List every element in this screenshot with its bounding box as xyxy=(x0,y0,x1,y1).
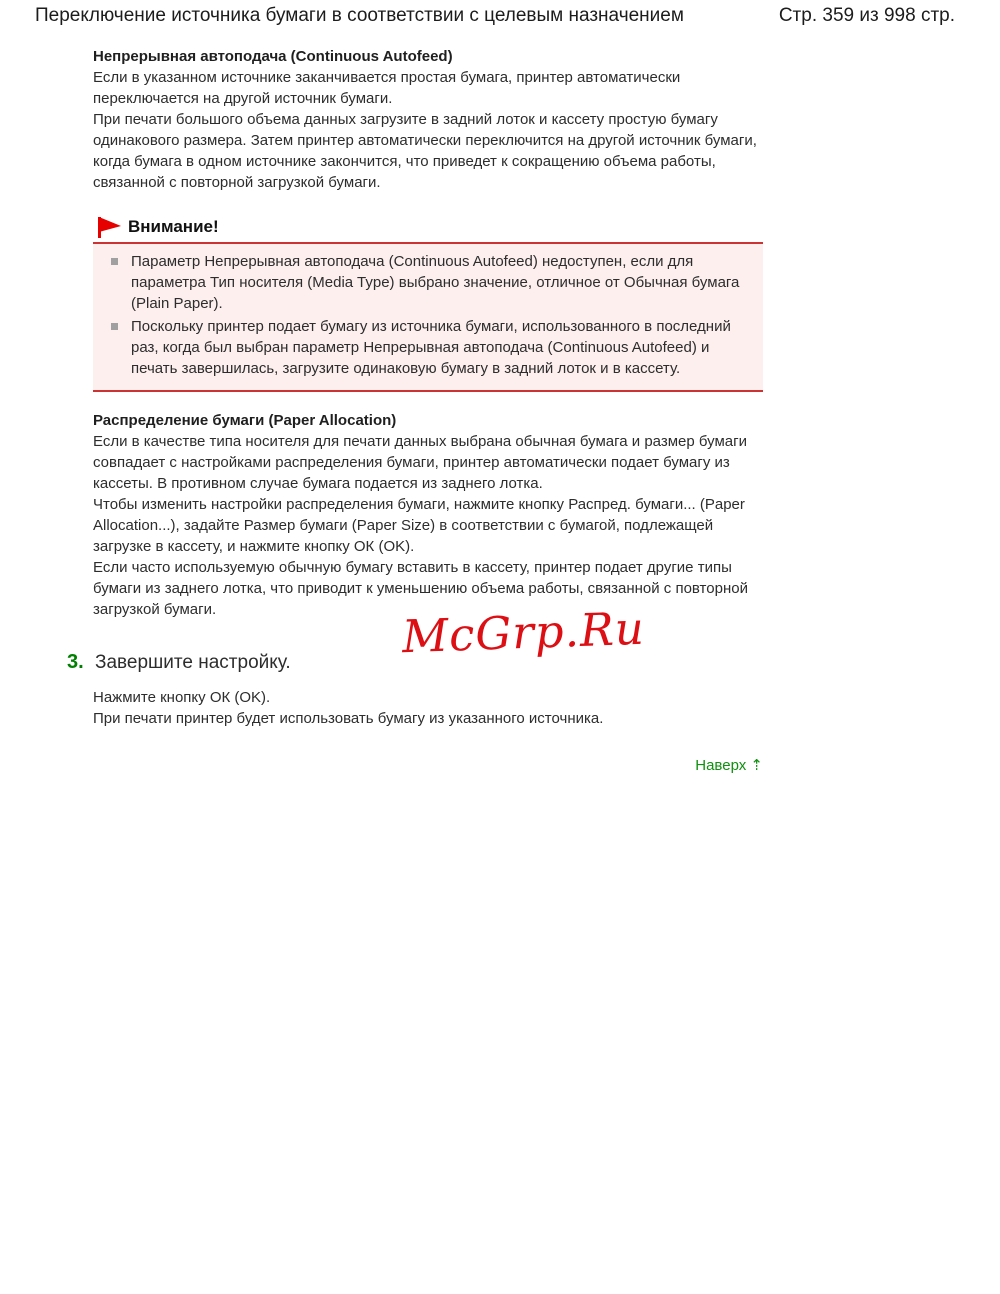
allocation-paragraph-3: Если часто используемую обычную бумагу вставить в кассету, принтер подает другие типы бумаги из заднего лотка, что приводит к уменьшению объема работы, связанной с повторной загрузкой бумаги. xyxy=(93,559,748,618)
warning-item xyxy=(105,251,749,314)
autofeed-paragraph-1: Если в указанном источнике заканчивается простая бумага, принтер автоматически переключается на другой источник бумаги. xyxy=(93,69,681,107)
warning-title-text: Внимание! xyxy=(128,217,219,237)
step-3-line-2: При печати принтер будет использовать бумагу из указанного источника. xyxy=(93,709,604,727)
document-body xyxy=(67,46,763,776)
warning-block xyxy=(93,215,763,392)
square-bullet-icon xyxy=(111,258,118,265)
page-number-info: Стр. 359 из 998 стр. xyxy=(778,5,955,26)
step-3 xyxy=(67,648,763,677)
section-paper-allocation xyxy=(93,410,763,620)
step-3-title: Завершите настройку. xyxy=(95,652,291,673)
warning-item-text: Параметр Непрерывная автоподача (Continuous Autofeed) недоступен, если для параметра Тип носителя (Media Type) выбрано значение, отличное от Обычная бумага (Plain Paper). xyxy=(131,253,740,312)
page-title: Переключение источника бумаги в соответствии с целевым назначением xyxy=(35,5,684,26)
allocation-paragraph-1: Если в качестве типа носителя для печати данных выбрана обычная бумага и размер бумаги совпадает с настройками распределения бумаги, принтер автоматически подает бумагу из кассеты. В противном случае бумага подается из заднего лотка. xyxy=(93,433,747,492)
warning-title-row xyxy=(95,215,763,239)
step-3-body xyxy=(93,687,763,729)
autofeed-heading: Непрерывная автоподача (Continuous Autofeed) xyxy=(93,48,453,65)
section-continuous-autofeed xyxy=(93,46,763,193)
warning-list xyxy=(105,251,749,379)
warning-box xyxy=(93,242,763,392)
top-link-row xyxy=(93,755,763,776)
warning-item xyxy=(105,316,749,379)
square-bullet-icon xyxy=(111,323,118,330)
back-to-top-link[interactable] xyxy=(695,757,763,774)
warning-flag-icon xyxy=(95,215,121,239)
watermark-mcgrp-ru: McGrp.Ru xyxy=(401,601,646,664)
step-3-line-1: Нажмите кнопку ОК (OK). xyxy=(93,688,271,706)
up-arrow-icon: ⇡ xyxy=(750,756,763,774)
step-3-number: 3. xyxy=(67,651,84,673)
page-header xyxy=(0,0,1000,27)
allocation-heading: Распределение бумаги (Paper Allocation) xyxy=(93,412,397,429)
autofeed-paragraph-2: При печати большого объема данных загрузите в задний лоток и кассету простую бумагу одинакового размера. Затем принтер автоматически переключится на другой источник бумаги, когда бумага в одном источнике закончится, что приведет к сокращению объема работы, связанной с повторной загрузкой бумаги. xyxy=(93,111,757,191)
back-to-top-label: Наверх xyxy=(695,756,747,774)
allocation-paragraph-2: Чтобы изменить настройки распределения бумаги, нажмите кнопку Распред. бумаги... (Paper Allocation...), задайте Размер бумаги (Paper Size) в соответствии с бумагой, подлежащей загрузке в кассету, и нажмите кнопку ОК (OK). xyxy=(93,496,745,555)
warning-item-text: Поскольку принтер подает бумагу из источника бумаги, использованного в последний раз, когда был выбран параметр Непрерывная автоподача (Continuous Autofeed) и печать завершилась, загрузите одинаковую бумагу в задний лоток и в кассету. xyxy=(131,318,731,377)
